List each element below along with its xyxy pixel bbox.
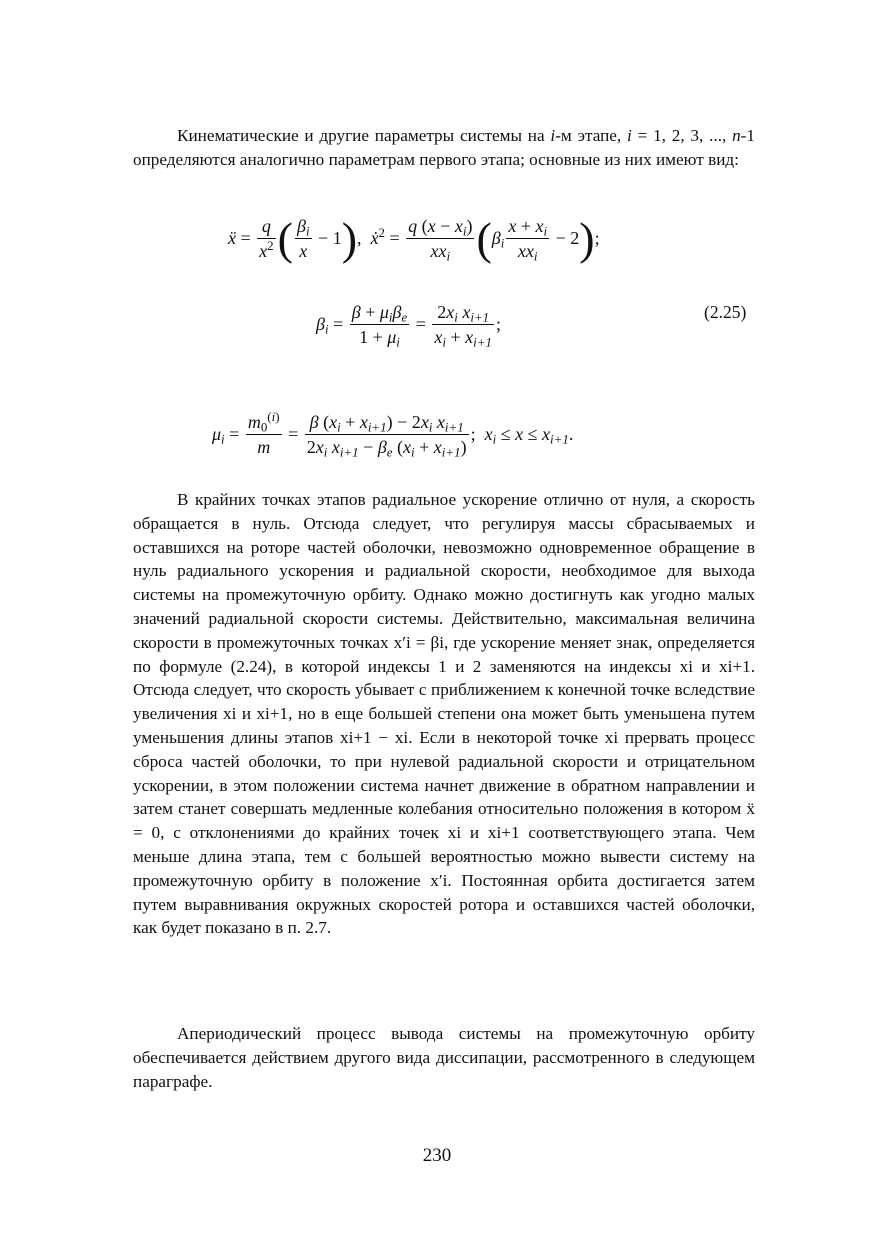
equation-number: (2.25): [704, 302, 747, 322]
equation-mu: $\mu_i$ = $\frac{m_0^{(i)}}{m}$ = $\frac{\beta (x_i + x_{i+1}) - 2x_i x_{i+1}}{2x_i x_{i+1} - \beta_e (x_i + x_{i+1})}$ ; $x_i \le x \le x_{i+1}$.: [212, 408, 574, 460]
body-paragraph-2: Апериодический процесс вывода системы на промежуточную орбиту обеспечивается действием другого вида диссипации, рассмотренного в следующем параграфе.: [133, 1024, 755, 1091]
equation-accel-velocity: ẍ = $\frac{q}{x^2}$ ( $\frac{\beta_i}{x}$ − 1 ) , ẋ$^2$ = $\frac{q (x - x_i)}{xx_i}$ ( $\beta_i$ $\frac{x + x_i}{xx_i}$ − 2 ) ;: [228, 212, 600, 264]
page-number: 230: [422, 1145, 452, 1166]
body-paragraph-1: В крайних точках этапов радиальное ускорение отлично от нуля, а скорость обращается в нуль. Отсюда следует, что регулируя массы сбрасываемых и оставшихся на роторе частей оболочки, невозможно одновременное обращение в нуль радиального ускорения и радиальной скорости, необходимое для выхода системы на промежуточную орбиту. Однако можно достигнуть как угодно малых значений радиальной скорости системы. Действительно, максимальная величина скорости в промежуточных точках x′i = βi, где ускорение меняет знак, определяется по формуле (2.24), в которой индексы 1 и 2 заменяются на индексы xi и xi+1. Отсюда следует, что скорость убывает с приближением к конечной точке вследствие увеличения xi и xi+1, но в еще большей степени она может быть уменьшена путем уменьшения длины этапов xi+1 − xi. Если в некоторой точке xi прервать процесс сброса частей оболочки, то при нулевой радиальной скорости и отрицательном ускорении, в этом положении система начнет движение в обратном направлении и затем станет совершать медленные колебания относительно положения в котором ẍ = 0, с отклонениями до крайних точек xi и xi+1 соответствующего этапа. Чем меньше длина этапа, тем с большей вероятностью можно вывести систему на промежуточную орбиту в положение x′i. Постоянная орбита достигается затем путем выравнивания окружных скоростей ротора и оставшихся частей оболочки, как будет показано в п. 2.7.: [133, 490, 755, 938]
intro-paragraph: Кинематические и другие параметры системы на i-м этапе, i = 1, 2, 3, ..., n-1 определяются аналогично параметрам первого этапа; основные из них имеют вид:: [133, 126, 755, 169]
equation-beta: $\beta_i$ = $\frac{\beta + \mu_i\beta_e}{1 + \mu_i}$ = $\frac{2x_i x_{i+1}}{x_i + x_{i+1}}$ ;: [316, 302, 501, 350]
